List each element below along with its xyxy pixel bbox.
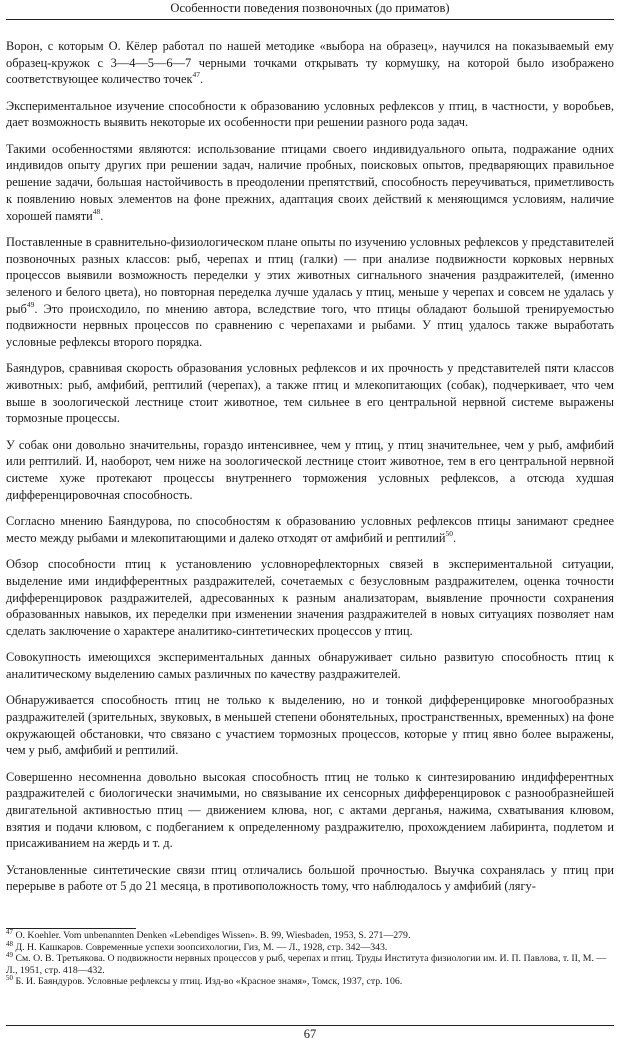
footnote-number: 49 <box>6 951 13 960</box>
footnote-number: 50 <box>6 974 13 983</box>
paragraph <box>6 437 614 504</box>
paragraph-tail: . <box>100 208 104 223</box>
footnote-text: Б. И. Баяндуров. Условные рефлексы у птиц. Изд-во «Красное знамя», Томск, 1937, стр. 106. <box>15 976 403 988</box>
paragraph <box>6 862 614 895</box>
paragraph-text: Экспериментальное изучение способности к образованию условных рефлексов у птиц, в частности, у воробьев, дает возможность выявить некоторые их особенности при решении разного рода задач. <box>6 98 614 130</box>
paragraph-text: Баяндуров, сравнивая скорость образования условных рефлексов и их прочность у представителей пяти классов животных: рыб, амфибий, рептилий (черепах), а также птиц и млекопитающих (собак), подчеркивает, что чем выше в зоологической лестнице стоит животное, тем сильнее в его центральной нервной системе выражены тормозные процессы. <box>6 361 614 426</box>
paragraph <box>6 513 614 546</box>
paragraph-text: У собак они довольно значительны, гораздо интенсивнее, чем у птиц, у птиц значительнее, чем у рыб, амфибий или рептилий. И, наоборот, чем ниже на зоологической лестнице стоит животное, тем в его центральной нервной системе хуже протекают процессы внутреннего торможения условных рефлексов, а отсюда худшая дифференцировочная способность. <box>6 437 614 502</box>
running-header: Особенности поведения позвоночных (до приматов) <box>170 1 450 15</box>
paragraph <box>6 234 614 351</box>
footnote-text: O. Koehler. Vom unbenannten Denken «Lebendiges Wissen». B. 99, Wiesbaden, 1953, S. 271—279. <box>15 930 411 941</box>
paragraph-text: Обзор способности птиц к установлению условнорефлекторных связей в экспериментальной ситуации, выделение ими индифферентных раздражителей, сочетаемых с безусловным раздражителем, оценка точности дифференцировок раздражителей, адресованных к разным анализаторам, выявление прочности сохранения образованных навыков, их переделки при изменении значения раздражителей в новых ситуациях позволяет нам сделать заключение о характере аналитико-синтетических процессов у птиц. <box>6 557 614 638</box>
footnotes <box>6 930 614 988</box>
paragraph-text: Согласно мнению Баяндурова, по способностям к образованию условных рефлексов птицы занимают среднее место между рыбами и млекопитающими и далеко отходят от амфибий и рептилий <box>6 514 614 545</box>
footnote-text: См. О. В. Третьякова. О подвижности нервных процессов у рыб, черепах и птиц. Труды Института физиологии им. И. П. Павлова, т. II, М. — Л., 1951, стр. 418—432. <box>6 953 607 976</box>
paragraph <box>6 98 614 131</box>
footnote-ref: 50 <box>445 528 454 538</box>
paragraph-text: Обнаруживается способность птиц не только к выделению, но и тонкой дифференцировке многообразных раздражителей (зрительных, звуковых, в меньшей степени обонятельных, пространственных, временных) на фоне окружающей обстановки, что связано с участием тормозных процессов, которые у птиц явно более выражены, чем у рыб, амфибий и рептилий. <box>6 693 614 758</box>
paragraph-text: Ворон, с которым О. Кёлер работал по нашей методике «выбора на образец», научился на показываемый ему образец-кружок с 3—4—5—6—7 черными точками открывать ту кормушку, на которой было изображено соответствующее количество точек <box>6 39 614 87</box>
footnote-number: 47 <box>6 928 13 936</box>
footnote-number: 48 <box>6 939 13 948</box>
bottom-rule <box>6 1025 614 1026</box>
paragraph-text: Совершенно несомненна довольно высокая способность птиц не только к синтезированию индифферентных раздражителей с биологически значимыми, но связывание их сенсорных дифференцировок с разнообразнейшей двигательной активностью птиц — движением клюва, ног, с актами дерганья, нажима, схватывания клювом, взятия и подачи клювом, с подбеганием к определенному раздражителю, прохождением лабиринта, подлетом и присаживанием на жердь и т. д. <box>6 769 614 851</box>
paragraph <box>6 769 614 853</box>
footnote-text: Д. Н. Кашкаров. Современные успехи зоопсихологии, Гиз, М. — Л., 1928, стр. 342—343. <box>15 941 388 953</box>
footnote-rule <box>6 928 136 929</box>
footnote-ref: 48 <box>92 206 101 216</box>
paragraph <box>6 38 614 88</box>
paragraph-text: Установленные синтетические связи птиц отличались большой прочностью. Выучка сохранялась у птиц при перерыве в работе от 5 до 21 месяца, в противоположность тому, что наблюдалось у амфибий (лягу- <box>6 862 614 894</box>
paragraph-text: Совокупность имеющихся экспериментальных данных обнаруживает сильно развитую способность птиц к аналитическому выделению самых различных по качеству раздражителей. <box>6 650 614 681</box>
page-number: 67 <box>303 1027 317 1041</box>
header-rule <box>6 19 614 20</box>
paragraph <box>6 692 614 759</box>
footnote <box>6 976 614 988</box>
footnote <box>6 953 614 976</box>
paragraph <box>6 556 614 640</box>
footnote <box>6 930 614 942</box>
paragraph-tail: . <box>453 530 457 545</box>
paragraph-tail: . <box>200 72 204 87</box>
paragraph-tail: . Это происходило, по мнению автора, вследствие того, что птицы обладают большой тренируемостью подвижности нервных процессов по сравнению с черепахами и рыбами. У птиц удалось также выработать условные рефлексы второго порядка. <box>6 301 614 350</box>
paragraph-text: Такими особенностями являются: использование птицами своего индивидуального опыта, подражание одних индивидов опыту других при решении задач, наличие пробных, поисковых опытов, предваряющих правильное решение задачи, большая настойчивость в преодолении препятствий, способность переучиваться, приметливость к появлению новых элементов на фоне прежних, адаптация своих действий к меняющимся условиям, наличие хорошей памяти <box>6 141 614 223</box>
main-text <box>6 38 614 905</box>
paragraph-text: Поставленные в сравнительно-физиологическом плане опыты по изучению условных рефлексов у представителей позвоночных разных классов: рыб, черепах и птиц (галки) — при анализе подвижности корковых нервных процессов выявили возможность переделки у этих животных сигнального значения раздражителей, (именно зеленого и белого цвета), но повторная переделка лучше удалась у птиц, меньше у черепах и совсем не удалась у рыб <box>6 234 614 316</box>
footnote <box>6 939 614 954</box>
paragraph <box>6 649 614 682</box>
paragraph <box>6 360 614 427</box>
paragraph <box>6 141 614 225</box>
footnote-ref: 49 <box>26 299 35 309</box>
footnote-ref: 47 <box>192 70 201 80</box>
